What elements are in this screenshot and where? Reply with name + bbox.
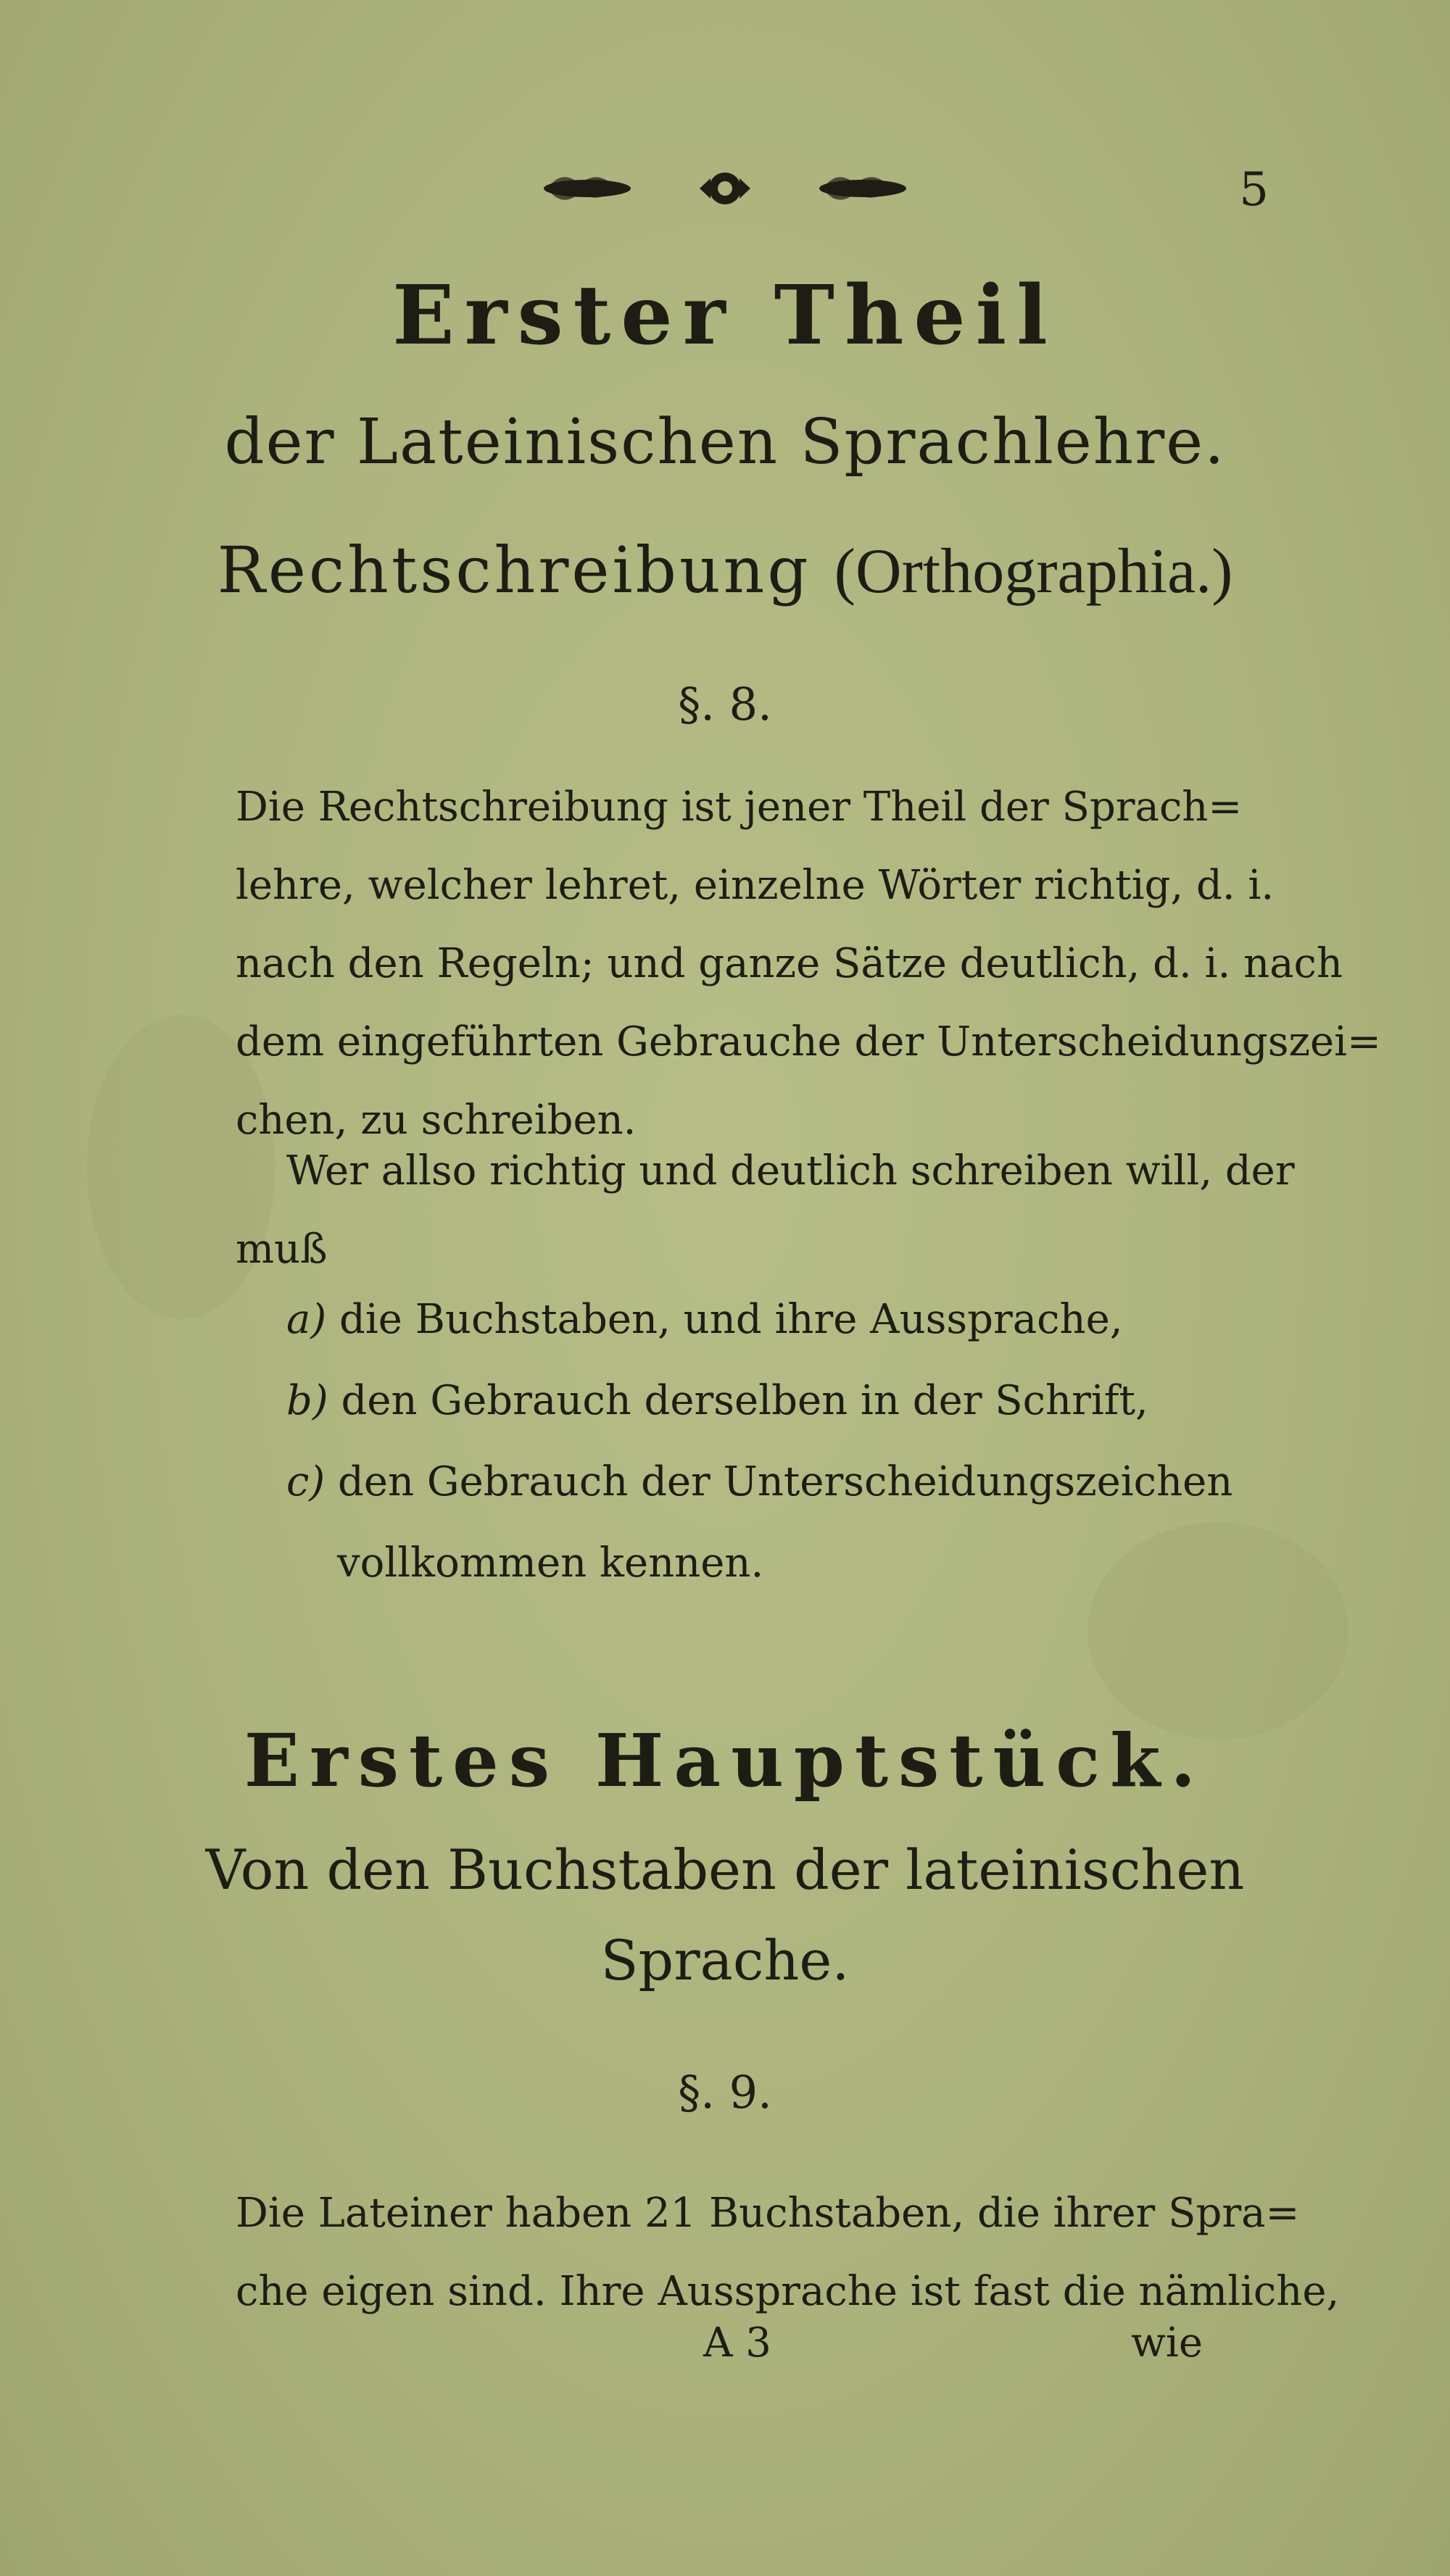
paragraph-intro bbox=[236, 1132, 1295, 1289]
list-letter: a) bbox=[286, 1296, 327, 1343]
part-subtitle: der Lateinischen Sprachlehre. bbox=[224, 406, 1226, 478]
chapter-subtitle-line2: Sprache. bbox=[600, 1928, 850, 1993]
list-text: die Buchstaben, und ihre Aussprache, bbox=[339, 1296, 1123, 1343]
chapter-subtitle-line1: Von den Buchstaben der lateinischen bbox=[205, 1837, 1245, 1902]
section-mark-8: §. 8. bbox=[678, 678, 772, 731]
text-line: muß bbox=[236, 1226, 328, 1273]
list-item bbox=[286, 1279, 1301, 1360]
text-line: nach den Regeln; und ganze Sätze deutlich, d. i. nach bbox=[236, 940, 1343, 987]
list-letter: b) bbox=[286, 1377, 328, 1424]
requirements-list bbox=[286, 1279, 1301, 1604]
list-text: den Gebrauch der Unterscheidungszeichen bbox=[338, 1458, 1233, 1505]
text-line: dem eingeführten Gebrauche der Unterscheidungszei= bbox=[236, 1018, 1381, 1065]
list-continuation: vollkommen kennen. bbox=[337, 1540, 764, 1587]
list-item bbox=[286, 1360, 1301, 1442]
text-line: lehre, welcher lehret, einzelne Wörter richtig, d. i. bbox=[236, 862, 1275, 909]
text-line: Die Rechtschreibung ist jener Theil der Sprach= bbox=[236, 784, 1243, 831]
list-text: den Gebrauch derselben in der Schrift, bbox=[341, 1377, 1148, 1424]
text-line: che eigen sind. Ihre Aussprache ist fast die nämliche, bbox=[236, 2268, 1340, 2315]
catchword: wie bbox=[1131, 2319, 1203, 2367]
printers-ornament-icon bbox=[536, 163, 914, 214]
heading-german: Rechtschreibung bbox=[217, 533, 811, 607]
list-item bbox=[286, 1442, 1301, 1523]
text-line: Wer allso richtig und deutlich schreiben will, der bbox=[286, 1147, 1295, 1194]
section-mark-9: §. 9. bbox=[678, 2066, 772, 2119]
page-number: 5 bbox=[1239, 163, 1269, 217]
text-line: Die Lateiner haben 21 Buchstaben, die ihrer Spra= bbox=[236, 2190, 1300, 2237]
section-heading bbox=[0, 533, 1450, 608]
part-title: Erster Theil bbox=[392, 268, 1058, 363]
paragraph-buchstaben bbox=[236, 2174, 1340, 2331]
text-line: chen, zu schreiben. bbox=[236, 1097, 637, 1144]
signature-mark: A 3 bbox=[703, 2319, 771, 2367]
paragraph-rechtschreibung bbox=[236, 768, 1381, 1160]
heading-latin: (Orthographia.) bbox=[834, 536, 1233, 607]
chapter-title: Erstes Hauptstück. bbox=[244, 1718, 1206, 1803]
list-letter: c) bbox=[286, 1458, 326, 1505]
